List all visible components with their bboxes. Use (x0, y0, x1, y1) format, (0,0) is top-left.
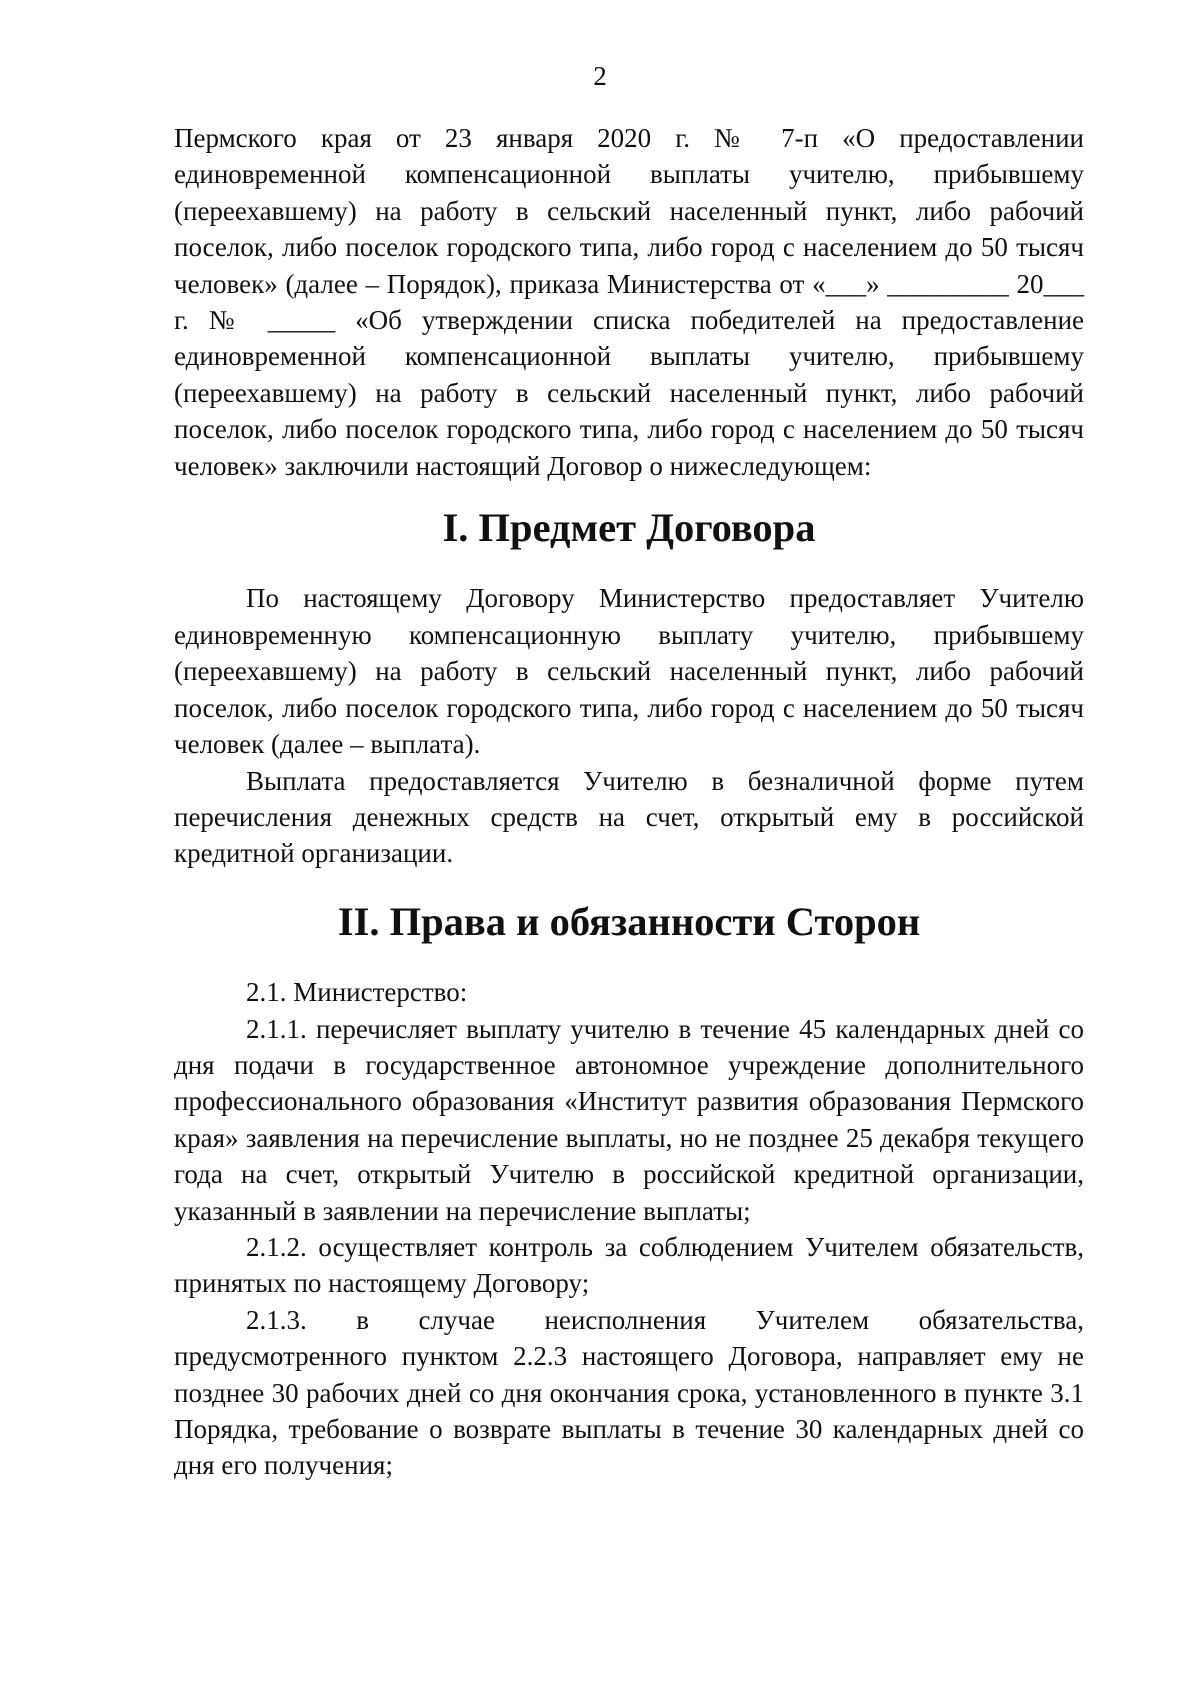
section-2-title: II. Права и обязанности Сторон (337, 898, 921, 944)
clause-2-1: 2.1. Министерство: (246, 977, 468, 1008)
document-body (174, 120, 1084, 1484)
clause-2-1-3: 2.1.3. в случае неисполнения Учителем обязательства, предусмотренного пунктом 2.2.3 настоящего Договора, направляет ему не позднее 30 рабочих дней со дня окончания срока, установленного в пункте 3.1 Порядка, требование о возврате выплаты в течение 30 календарных дней со дня его получения; (174, 1304, 1084, 1481)
section-1-paragraph-2: Выплата предоставляется Учителю в безналичной форме путем перечисления денежных средств на счет, открытый ему в российской кредитной организации. (174, 765, 1084, 869)
clause-2-1-2: 2.1.2. осуществляет контроль за соблюдением Учителем обязательств, принятых по настоящему Договору; (174, 1231, 1084, 1299)
clause-2-1-1: 2.1.1. перечисляет выплату учителю в течение 45 календарных дней со дня подачи в государственное автономное учреждение дополнительного профессионального образования «Институт развития образования Пермского края» заявления на перечисление выплаты, но не позднее 25 декабря текущего года на счет, открытый Учителю в российской кредитной организации, указанный в заявлении на перечисление выплаты; (174, 1013, 1084, 1226)
intro-paragraph: Пермского края от 23 января 2020 г. № 7-п «О предоставлении единовременной компенсационной выплаты учителю, прибывшему (переехавшему) на работу в сельский населенный пункт, либо рабочий поселок, либо поселок городского типа, либо город с населением до 50 тысяч человек» (далее – Порядок), приказа Министерства от «___» _________ 20___ г. № _____ «Об утверждении списка победителей на предоставление единовременной компенсационной выплаты учителю, прибывшему (переехавшему) на работу в сельский населенный пункт, либо рабочий поселок, либо поселок городского типа, либо город с населением до 50 тысяч человек» заключили настоящий Договор о нижеследующем: (174, 123, 1084, 481)
section-1-title: I. Предмет Договора (442, 505, 816, 551)
page-number: 2 (593, 61, 607, 91)
section-1-paragraph-1: По настоящему Договору Министерство предоставляет Учителю единовременную компенсационную выплату учителю, прибывшему (переехавшему) на работу в сельский населенный пункт, либо рабочий поселок, либо поселок городского типа, либо город с населением до 50 тысяч человек (далее – выплата). (174, 583, 1084, 760)
